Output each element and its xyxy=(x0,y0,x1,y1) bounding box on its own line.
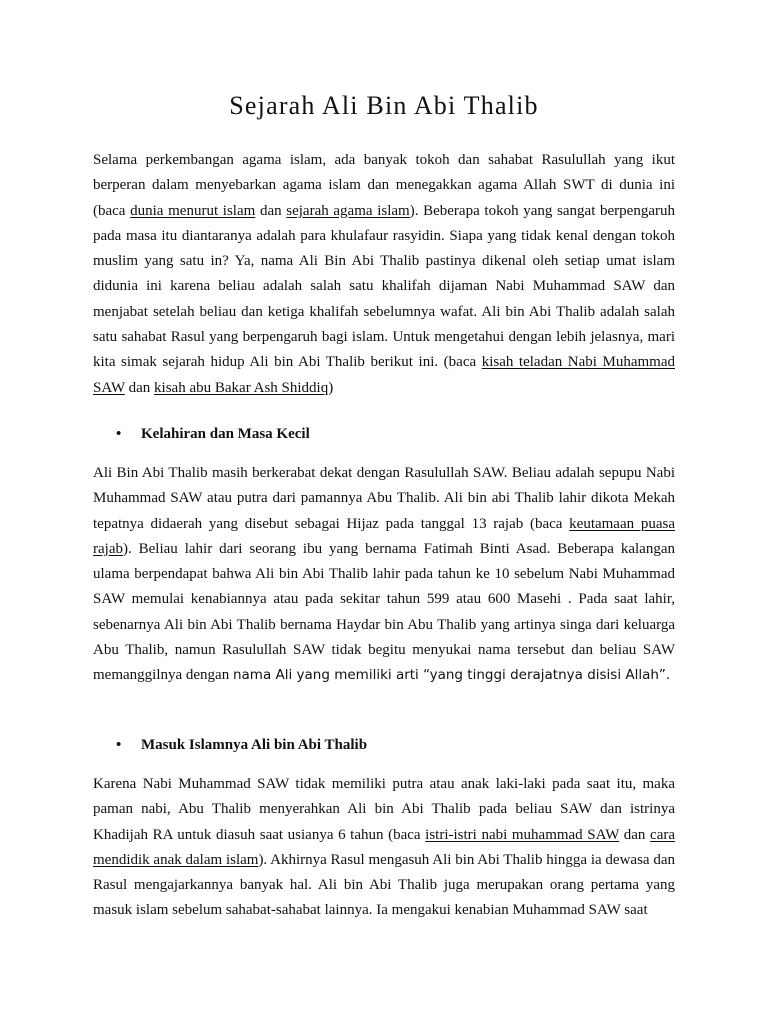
link-kisah-teladan-nabi[interactable]: kisah teladan Nabi Muhammad SAW xyxy=(93,354,675,396)
link-keutamaan-puasa-rajab[interactable]: keutamaan puasa rajab xyxy=(93,515,675,557)
link-istri-istri-nabi[interactable]: istri-istri nabi muhammad SAW xyxy=(425,826,620,843)
section2-paragraph: Karena Nabi Muhammad SAW tidak memiliki putra atau anak laki-laki pada saat itu, maka paman nabi, Abu Thalib menyerahkan Ali bin Abi Thalib pada beliau SAW dan istrinya Khadijah RA untuk diasuh saat usianya 6 tahun (baca istri-istri nabi muhammad SAW dan cara mendidik anak dalam islam). Akhirnya Rasul mengasuh Ali bin Abi Thalib hingga ia dewasa dan Rasul mengajarkannya banyak hal. Ali bin Abi Thalib juga merupakan orang pertama yang masuk islam sebelum sahabat-sahabat lainnya. Ia mengakui kenabian Muhammad SAW saat xyxy=(93,776,675,919)
section1-paragraph: Ali Bin Abi Thalib masih berkerabat dekat dengan Rasulullah SAW. Beliau adalah sepupu Nabi Muhammad SAW atau putra dari pamannya Abu Thalib. Ali bin abi Thalib lahir dikota Mekah tepatnya didaerah yang disebut sebagai Hijaz pada tanggal 13 rajab (baca keutamaan puasa rajab). Beliau lahir dari seorang ibu yang bernama Fatimah Binti Asad. Beberapa kalangan ulama berpendapat bahwa Ali bin Abi Thalib lahir pada tahun ke 10 sebelum Nabi Muhammad SAW memulai kenabiannya atau pada sekitar tahun 599 atau 600 Masehi . Pada saat lahir, sebenarnya Ali bin Abi Thalib bernama Haydar bin Abu Thalib yang artinya singa dari keluarga Abu Thalib, namun Rasulullah SAW tidak begitu menyukai nama tersebut dan beliau SAW memanggilnya dengan nama Ali yang memiliki arti “yang tinggi derajatnya disisi Allah”. xyxy=(93,465,675,684)
bullet-icon: • xyxy=(116,737,122,753)
page-title: Sejarah Ali Bin Abi Thalib xyxy=(229,91,539,120)
link-dunia-menurut-islam[interactable]: dunia menurut islam xyxy=(130,202,256,219)
link-sejarah-agama-islam[interactable]: sejarah agama islam xyxy=(286,202,410,219)
link-cara-mendidik-anak[interactable]: cara mendidik anak dalam islam xyxy=(93,826,675,868)
bullet-icon: • xyxy=(116,426,122,442)
intro-paragraph: Selama perkembangan agama islam, ada banyak tokoh dan sahabat Rasulullah yang ikut berperan dalam menyebarkan agama islam dan menegakkan agama Allah SWT di dunia ini (baca dunia menurut islam dan sejarah agama islam). Beberapa tokoh yang sangat berpengaruh pada masa itu diantaranya adalah para khulafaur rasyidin. Siapa yang tidak kenal dengan tokoh muslim yang satu in? Ya, nama Ali Bin Abi Thalib pastinya dikenal oleh setiap umat islam didunia ini karena beliau adalah salah satu khalifah dijaman Nabi Muhammad SAW dan menjabat setelah beliau dan ketiga khalifah sebelumnya wafat. Ali bin Abi Thalib adalah salah satu sahabat Rasul yang berpengaruh bagi islam. Untuk mengetahui dengan lebih jelasnya, mari kita simak sejarah hidup Ali bin Abi Thalib berikut ini. (baca kisah teladan Nabi Muhammad SAW dan kisah abu Bakar Ash Shiddiq) xyxy=(93,152,675,396)
link-kisah-abu-bakar[interactable]: kisah abu Bakar Ash Shiddiq xyxy=(154,379,329,396)
